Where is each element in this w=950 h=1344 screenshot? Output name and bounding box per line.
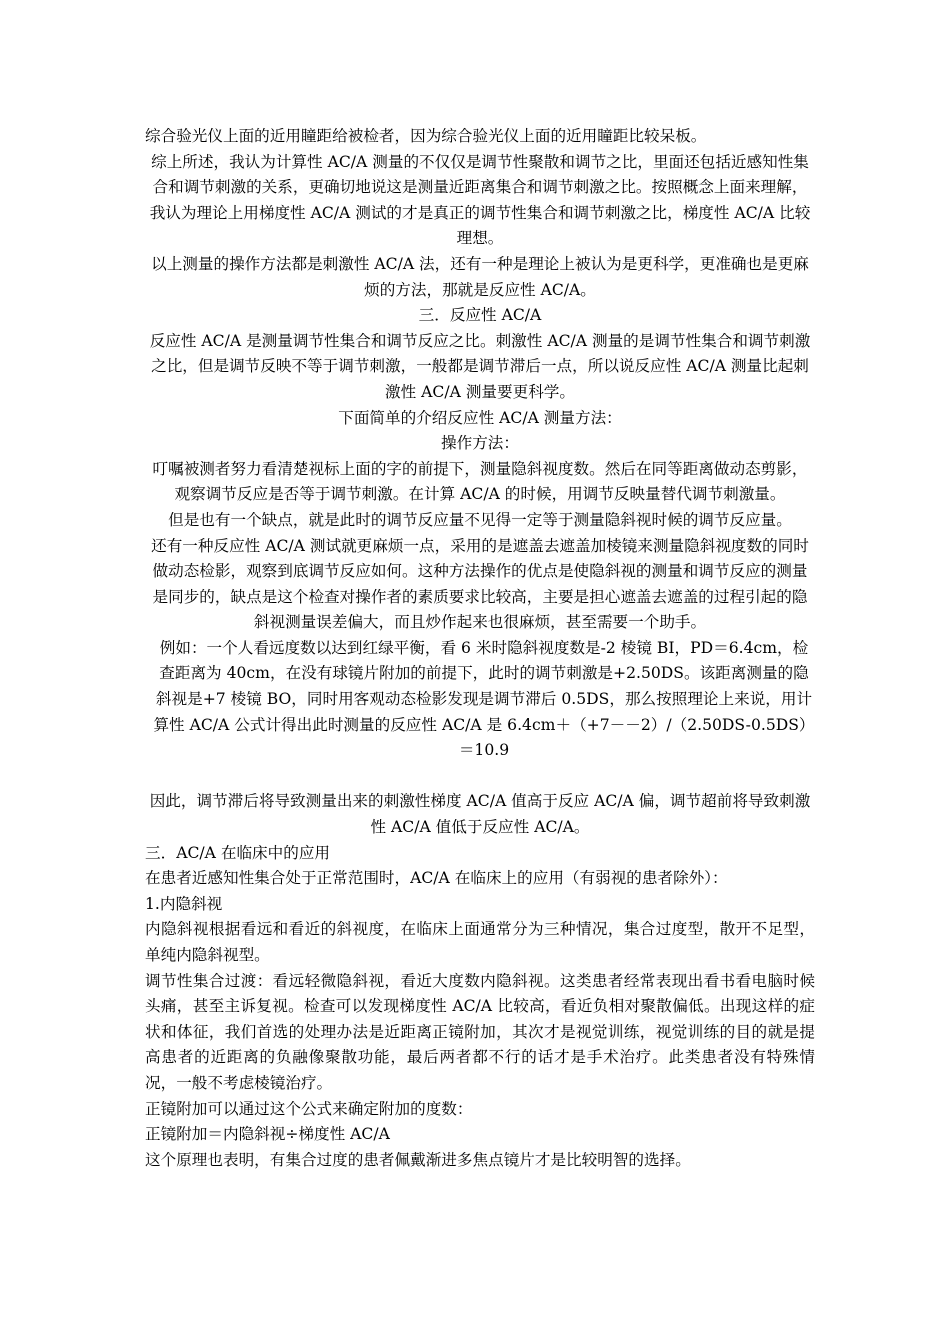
paragraph-progressive-lens-note: 这个原理也表明，有集合过度的患者佩戴渐进多焦点镜片才是比较明智的选择。 bbox=[145, 1150, 691, 1169]
paragraph-plus-add-formula-intro: 正镜附加可以通过这个公式来确定附加的度数： bbox=[145, 1099, 473, 1118]
paragraph-procedure-steps: 叮嘱被测者努力看清楚视标上面的字的前提下，测量隐斜视度数。然后在同等距离做动态剪影，观察调节反应是否等于调节刺激。在计算 AC/A 的时候，用调节反映量替代调节刺激量。 bbox=[152, 459, 808, 504]
section-heading-response-aca: 三．反应性 AC/A bbox=[418, 306, 542, 325]
paragraph-pupil-distance-note: 综合验光仪上面的近用瞳距给被检者，因为综合验光仪上面的近用瞳距比较呆板。 bbox=[145, 127, 707, 145]
section-heading-clinical-application: 三．AC/A 在临床中的应用 bbox=[145, 843, 331, 862]
paragraph-plus-add-formula: 正镜附加＝内隐斜视÷梯度性 AC/A bbox=[145, 1125, 390, 1144]
paragraph-cover-test-method: 还有一种反应性 AC/A 测试就更麻烦一点，采用的是遮盖去遮盖加棱镜来测量隐斜视度数的同时做动态检影，观察到底调节反应如何。这种方法操作的优点是使隐斜视的测量和调节反应的测量是同步的，缺点是这个检查对操作者的素质要求比较高，主要是担心遮盖去遮盖的过程引起的隐斜视测量误差偏大，而且炒作起来也很麻烦，甚至需要一个助手。 bbox=[151, 536, 809, 632]
blank-line bbox=[145, 764, 815, 790]
paragraph-conclusion-lag-lead: 因此，调节滞后将导致测量出来的刺激性梯度 AC/A 值高于反应 AC/A 偏，调节超前将导致刺激性 AC/A 值低于反应性 AC/A。 bbox=[149, 792, 811, 837]
subheading-esophoria: 1.内隐斜视 bbox=[145, 894, 223, 913]
paragraph-convergence-excess: 调节性集合过渡：看远轻微隐斜视，看近大度数内隐斜视。这类患者经常表现出看书看电脑时候头痛，甚至主诉复视。检查可以发现梯度性 AC/A 比较高，看近负相对聚散偏低。出现这样的症状和体征，我们首选的处理办法是近距离正镜附加，其次才是视觉训练，视觉训练的目的就是提高患者的近距离的负融像聚散功能，最后两者都不行的话才是手术治疗。此类患者没有特殊情况，一般不考虑棱镜治疗。 bbox=[145, 971, 815, 1092]
paragraph-method-intro: 下面简单的介绍反应性 AC/A 测量方法： bbox=[338, 408, 622, 427]
paragraph-stimulus-aca-intro: 以上测量的操作方法都是刺激性 AC/A 法，还有一种是理论上被认为是更科学，更准确也是更麻烦的方法，那就是反应性 AC/A。 bbox=[151, 254, 809, 299]
paragraph-example-calculation: 例如：一个人看远度数以达到红绿平衡，看 6 米时隐斜视度数是-2 棱镜 BI，PD＝6.4cm，检查距离为 40cm，在没有球镜片附加的前提下，此时的调节刺激是+2.50DS。该距离测量的隐斜视是+7 棱镜 BO，同时用客观动态检影发现是调节滞后 0.5DS，那么按照理论上来说，用计算性 AC/A 公式计得出此时测量的反应性 AC/A 是 6.4cm＋（+7－－2）/（2.50DS-0.5DS）＝10.9 bbox=[153, 638, 815, 760]
document-body bbox=[145, 124, 815, 1173]
subheading-procedure: 操作方法： bbox=[441, 434, 519, 453]
paragraph-clinical-application-intro: 在患者近感知性集合处于正常范围时，AC/A 在临床上的应用（有弱视的患者除外）： bbox=[145, 869, 728, 888]
paragraph-summary-calculated-aca: 综上所述，我认为计算性 AC/A 测量的不仅仅是调节性聚散和调节之比，里面还包括近感知性集合和调节刺激的关系，更确切地说这是测量近距离集合和调节刺激之比。按照概念上面来理解，我认为理论上用梯度性 AC/A 测试的才是真正的调节性集合和调节刺激之比，梯度性 AC/A 比较理想。 bbox=[149, 152, 811, 248]
paragraph-drawback: 但是也有一个缺点，就是此时的调节反应量不见得一定等于测量隐斜视时候的调节反应量。 bbox=[168, 510, 792, 529]
paragraph-esophoria-types: 内隐斜视根据看远和看近的斜视度，在临床上面通常分为三种情况，集合过度型，散开不足型，单纯内隐斜视型。 bbox=[145, 920, 815, 964]
paragraph-response-aca-definition: 反应性 AC/A 是测量调节性集合和调节反应之比。刺激性 AC/A 测量的是调节性集合和调节刺激之比，但是调节反映不等于调节刺激，一般都是调节滞后一点，所以说反应性 AC/A 测量比起刺激性 AC/A 测量要更科学。 bbox=[149, 331, 811, 401]
